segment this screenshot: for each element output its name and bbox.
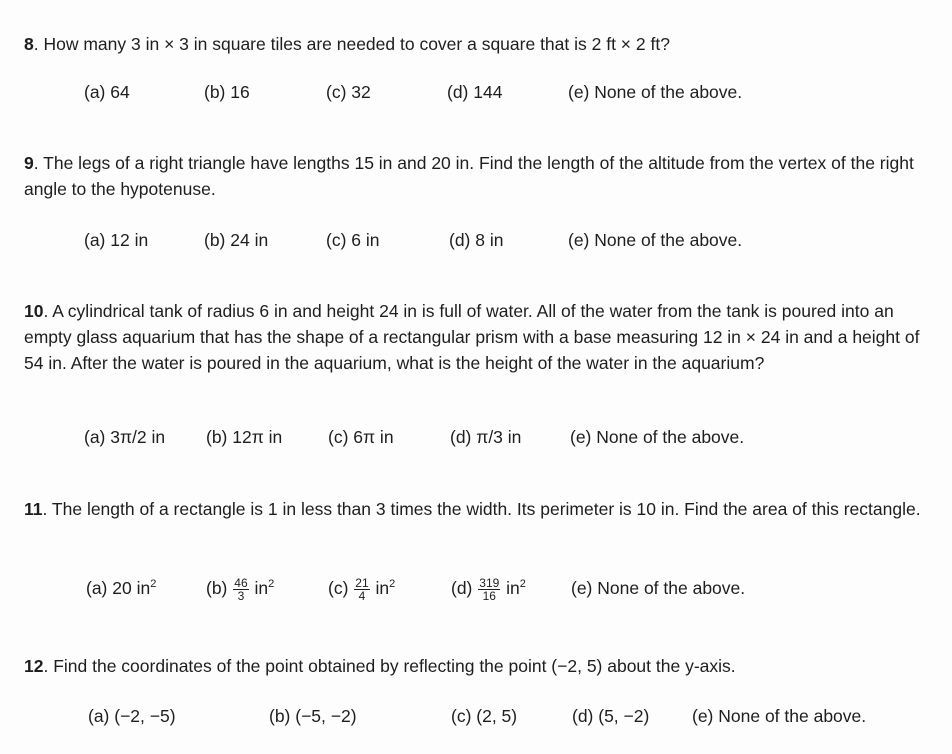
choice-c[interactable]: (c) 32 <box>326 82 371 102</box>
choice-b[interactable]: (b) 24 in <box>204 230 269 250</box>
choice-e[interactable]: (e) None of the above. <box>568 230 743 250</box>
question-number: 11 <box>24 499 43 519</box>
unit: in <box>136 578 151 598</box>
choice-label: (c) <box>328 578 349 598</box>
choices-9 <box>0 220 952 260</box>
question-text: A cylindrical tank of radius 6 in and height 24 in is full of water. All of the water from the tank is poured into an empty glass aquarium that has the shape of a rectangular prism with a base measuring 12 in × 24 in and a height of 54 in. After the water is poured in the aquarium, what is the height of the water in the aquarium? <box>24 301 920 373</box>
choice-c[interactable]: (c) (2, 5) <box>451 706 518 726</box>
question-number: 8 <box>24 34 34 54</box>
exponent: 2 <box>268 578 275 590</box>
question-12: 12. Find the coordinates of the point obtained by reflecting the point (−2, 5) about the y-axis. <box>24 656 736 676</box>
choice-b[interactable]: (b) 16 <box>204 82 250 102</box>
choice-label: (a) <box>86 578 108 598</box>
question-text: The length of a rectangle is 1 in less than 3 times the width. Its perimeter is 10 in. Find the area of this rectangle. <box>51 499 921 519</box>
choice-a[interactable] <box>86 568 156 608</box>
choice-e[interactable]: (e) None of the above. <box>570 427 745 447</box>
question-10: 10. A cylindrical tank of radius 6 in and height 24 in is full of water. All of the water from the tank is poured into an empty glass aquarium that has the shape of a rectangular prism with a base measuring 12 in × 24 in and a height of 54 in. After the water is poured in the aquarium, what is the height of the water in the aquarium? <box>24 301 920 373</box>
choice-c[interactable]: (c) 6 in <box>326 230 380 250</box>
choice-d[interactable]: (d) 8 in <box>449 230 504 250</box>
choice-value: 20 <box>112 578 132 598</box>
question-9: 9. The legs of a right triangle have lengths 15 in and 20 in. Find the length of the altitude from the vertex of the right angle to the hypotenuse. <box>24 153 914 199</box>
choice-a[interactable]: (a) (−2, −5) <box>88 706 176 726</box>
choice-label: (b) <box>206 578 228 598</box>
fraction <box>354 577 369 602</box>
choice-d[interactable]: (d) 144 <box>447 82 503 102</box>
question-11: 11. The length of a rectangle is 1 in less than 3 times the width. Its perimeter is 10 in. Find the area of this rectangle. <box>24 499 921 519</box>
choice-b[interactable] <box>206 568 274 608</box>
choice-label: (e) None of the above. <box>571 578 746 598</box>
choices-11 <box>0 568 952 608</box>
question-number: 10 <box>24 301 44 321</box>
question-text: How many 3 in × 3 in square tiles are needed to cover a square that is 2 ft × 2 ft? <box>43 34 670 54</box>
question-text: The legs of a right triangle have lengths 15 in and 20 in. Find the length of the altitude from the vertex of the right angle to the hypotenuse. <box>24 153 914 199</box>
choice-b[interactable]: (b) (−5, −2) <box>269 706 357 726</box>
choice-e[interactable] <box>571 568 745 608</box>
choices-12 <box>0 696 952 736</box>
choices-8 <box>0 72 952 112</box>
choice-a[interactable]: (a) 12 in <box>84 230 149 250</box>
question-8: 8. How many 3 in × 3 in square tiles are needed to cover a square that is 2 ft × 2 ft? <box>24 34 670 54</box>
numerator: 21 <box>355 575 369 590</box>
fraction <box>478 577 500 602</box>
exponent: 2 <box>150 578 157 590</box>
choice-d[interactable] <box>451 568 526 608</box>
choice-d[interactable]: (d) (5, −2) <box>572 706 650 726</box>
fraction <box>233 577 248 602</box>
unit: in <box>375 578 390 598</box>
choices-10 <box>0 417 952 457</box>
unit: in <box>506 578 520 598</box>
choice-e[interactable]: (e) None of the above. <box>692 706 867 726</box>
question-number: 9 <box>24 153 34 173</box>
exponent: 2 <box>389 578 396 590</box>
denominator: 4 <box>358 588 366 603</box>
choice-a[interactable]: (a) 64 <box>84 82 130 102</box>
denominator: 16 <box>482 588 496 603</box>
choice-e[interactable]: (e) None of the above. <box>568 82 743 102</box>
question-number: 12 <box>24 656 44 676</box>
choice-c[interactable] <box>328 568 395 608</box>
unit: in <box>254 578 269 598</box>
exponent: 2 <box>519 578 526 590</box>
choice-c[interactable]: (c) 6π in <box>328 427 394 447</box>
question-text: Find the coordinates of the point obtained by reflecting the point (−2, 5) about the y-axis. <box>53 656 736 676</box>
choice-b[interactable]: (b) 12π in <box>206 427 283 447</box>
numerator: 319 <box>479 575 500 590</box>
choice-d[interactable]: (d) π/3 in <box>450 427 522 447</box>
choice-a[interactable]: (a) 3π/2 in <box>84 427 166 447</box>
numerator: 46 <box>234 575 248 590</box>
denominator: 3 <box>237 588 245 603</box>
choice-label: (d) <box>451 578 473 598</box>
